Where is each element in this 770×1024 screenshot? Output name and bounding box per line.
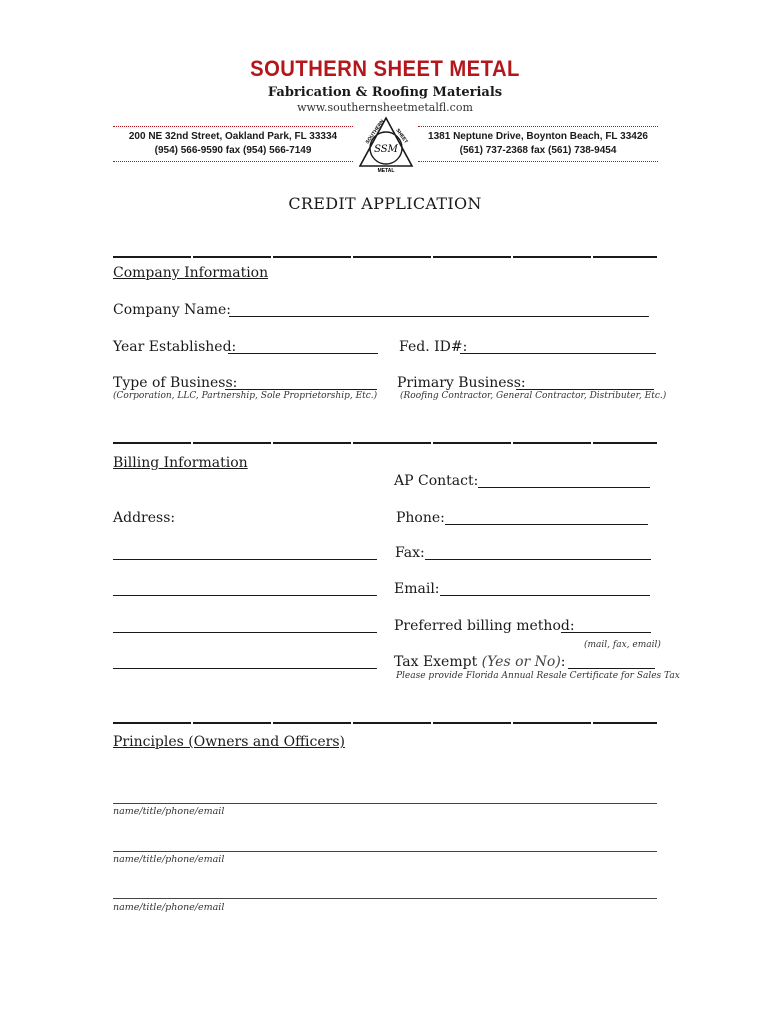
tax-exempt-text: Tax Exempt [394, 654, 478, 670]
left-location-address [113, 130, 353, 158]
right-location-address [418, 130, 658, 158]
principal-3-field[interactable] [113, 898, 657, 899]
right-address-street: 1381 Neptune Drive, Boynton Beach, FL 33426 [428, 131, 648, 142]
fed-id-field[interactable] [460, 353, 656, 354]
type-of-business-label: Type of Business: [113, 375, 238, 391]
tax-exempt-field[interactable] [568, 668, 655, 669]
year-established-label: Year Established: [113, 339, 237, 355]
section-rule-company [113, 256, 657, 258]
primary-business-hint: (Roofing Contractor, General Contractor, Distributer, Etc.) [400, 391, 667, 401]
company-logo [358, 116, 414, 174]
address-line-1-field[interactable] [113, 559, 377, 560]
tax-exempt-hint: Please provide Florida Annual Resale Certificate for Sales Tax [396, 671, 680, 681]
primary-business-label: Primary Business: [397, 375, 526, 391]
principal-3-hint: name/title/phone/email [113, 902, 225, 913]
principal-2-field[interactable] [113, 851, 657, 852]
tax-exempt-colon: : [560, 654, 566, 670]
header-divider-right-bottom [418, 161, 658, 162]
tax-exempt-options: (Yes or No) [481, 654, 561, 670]
fax-field[interactable] [425, 559, 651, 560]
header-divider-left-top [113, 126, 353, 127]
fed-id-label: Fed. ID#: [399, 339, 468, 355]
company-website: www.southernsheetmetalfl.com [297, 101, 473, 114]
address-line-3-field[interactable] [113, 632, 377, 633]
address-line-2-field[interactable] [113, 595, 377, 596]
company-name-label: Company Name: [113, 302, 231, 318]
year-established-field[interactable] [228, 353, 378, 354]
address-label: Address: [113, 510, 176, 526]
left-address-phone: (954) 566-9590 fax (954) 566-7149 [154, 145, 312, 156]
form-title: CREDIT APPLICATION [288, 194, 482, 213]
billing-method-label: Preferred billing method: [394, 618, 575, 634]
header-divider-left-bottom [113, 161, 353, 162]
header-divider-right-top [418, 126, 658, 127]
section-rule-billing [113, 442, 657, 444]
principal-2-hint: name/title/phone/email [113, 854, 225, 865]
logo-ring-metal: METAL [377, 168, 395, 174]
logo-ring-sheet: SHEET [394, 127, 409, 145]
email-label: Email: [394, 581, 440, 597]
section-rule-principles [113, 722, 657, 724]
address-line-4-field[interactable] [113, 668, 377, 669]
email-field[interactable] [440, 595, 650, 596]
right-address-phone: (561) 737-2368 fax (561) 738-9454 [459, 145, 617, 156]
principles-heading: Principles (Owners and Officers) [113, 734, 345, 750]
tax-exempt-label [394, 654, 566, 670]
principal-1-hint: name/title/phone/email [113, 806, 225, 817]
company-name-heading: SOUTHERN SHEET METAL [250, 56, 520, 81]
ap-contact-label: AP Contact: [394, 473, 479, 489]
left-address-street: 200 NE 32nd Street, Oakland Park, FL 33334 [128, 131, 338, 142]
logo-ring-southern: SOUTHERN [364, 118, 386, 146]
company-info-heading: Company Information [113, 265, 269, 281]
logo-monogram: SSM [374, 144, 398, 155]
principal-1-field[interactable] [113, 803, 657, 804]
billing-method-hint: (mail, fax, email) [584, 640, 661, 650]
billing-method-field[interactable] [561, 632, 651, 633]
phone-label: Phone: [396, 510, 445, 526]
phone-field[interactable] [445, 524, 648, 525]
billing-info-heading: Billing Information [113, 455, 248, 471]
company-tagline: Fabrication & Roofing Materials [267, 85, 503, 100]
company-name-field[interactable] [229, 316, 649, 317]
type-of-business-field[interactable] [225, 389, 377, 390]
primary-business-field[interactable] [516, 389, 654, 390]
fax-label: Fax: [395, 545, 425, 561]
ap-contact-field[interactable] [478, 487, 650, 488]
type-of-business-hint: (Corporation, LLC, Partnership, Sole Proprietorship, Etc.) [113, 391, 378, 401]
